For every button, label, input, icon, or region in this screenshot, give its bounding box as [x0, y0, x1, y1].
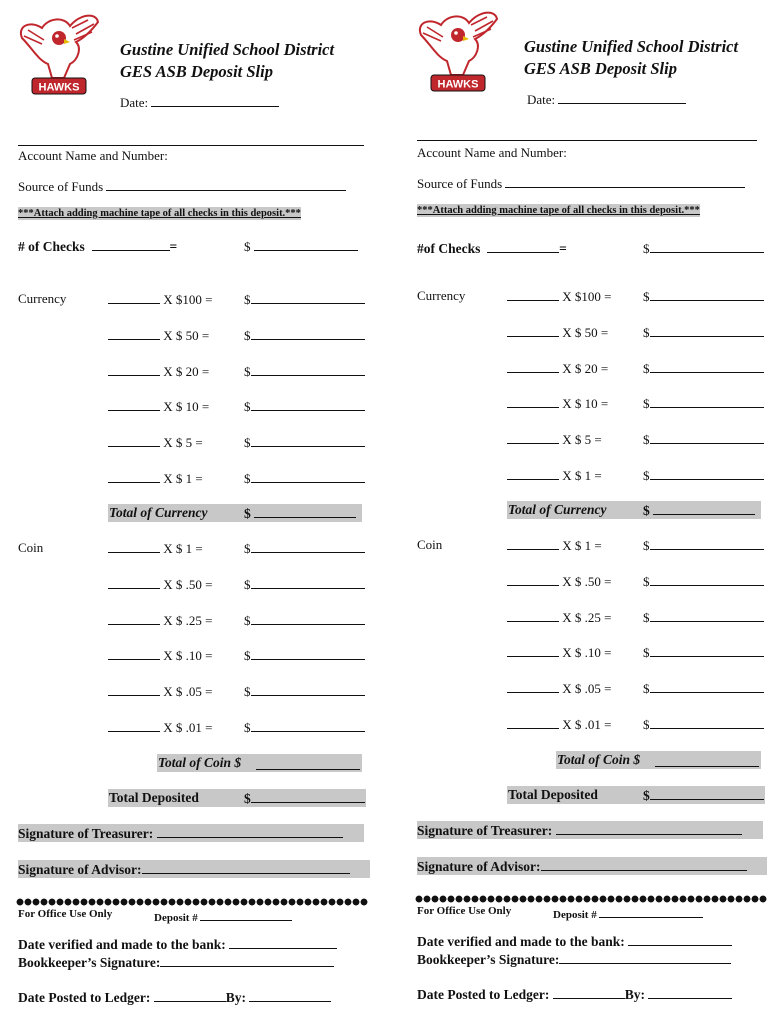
currency-denomination: X $ 5 = — [562, 432, 602, 448]
checks-amount[interactable]: $ — [244, 238, 358, 255]
currency-amount-field[interactable]: $ — [643, 431, 764, 448]
currency-count-field[interactable] — [507, 467, 602, 484]
coin-count-field[interactable] — [108, 576, 212, 593]
currency-amount-field[interactable]: $ — [244, 291, 365, 308]
currency-denomination: X $ 1 = — [163, 471, 203, 486]
source-label: Source of Funds — [417, 176, 503, 191]
currency-amount-field[interactable]: $ — [244, 470, 365, 487]
treasurer-label: Signature of Treasurer: — [417, 823, 553, 838]
coin-denomination: X $ .01 = — [562, 717, 612, 732]
coin-count-field[interactable] — [507, 537, 602, 554]
coin-denomination: X $ 1 = — [163, 541, 203, 556]
bookkeeper-signature-field[interactable] — [417, 951, 731, 968]
dotted-separator — [415, 895, 767, 903]
checks-label: # of Checks — [18, 239, 85, 254]
currency-denomination: X $ 50 = — [562, 324, 609, 340]
source-of-funds-field[interactable] — [18, 178, 346, 195]
currency-label: Currency — [417, 288, 466, 303]
date-posted-field[interactable]: Date Posted to Ledger: By: — [417, 986, 732, 1003]
coin-amount-field[interactable]: $ — [643, 644, 764, 661]
currency-amount-field[interactable]: $ — [643, 395, 764, 412]
checks-label: #of Checks — [417, 241, 481, 256]
date-posted-field[interactable]: Date Posted to Ledger: By: — [18, 989, 331, 1006]
date-verified-field[interactable] — [18, 936, 337, 953]
date-verified-label: Date verified and made to the bank: — [18, 937, 226, 952]
currency-amount-field[interactable]: $ — [643, 467, 764, 484]
date-posted-label: Date Posted to Ledger: — [417, 987, 550, 1002]
coin-denomination: X $ .50 = — [163, 576, 213, 592]
currency-denomination: X $ 1 = — [562, 468, 602, 483]
logo-text: HAWKS — [437, 78, 479, 91]
treasurer-label: Signature of Treasurer: — [18, 826, 154, 841]
advisor-label: Signature of Advisor: — [417, 859, 541, 874]
coin-count-field[interactable] — [507, 716, 611, 733]
total-deposited-amount[interactable]: $ — [244, 790, 365, 807]
coin-amount-field[interactable]: $ — [244, 612, 365, 629]
deposit-slip-left — [12, 0, 382, 1024]
currency-count-field[interactable] — [507, 431, 602, 448]
currency-denomination: X $ 10 = — [562, 396, 609, 412]
currency-count-field[interactable] — [108, 434, 203, 451]
total-deposited-label: Total Deposited — [508, 787, 598, 802]
bookkeeper-signature-field[interactable] — [18, 954, 334, 971]
currency-count-field[interactable] — [507, 360, 608, 377]
dotted-separator — [16, 898, 368, 906]
coin-count-field[interactable] — [507, 680, 611, 697]
date-label: Date: — [120, 95, 149, 110]
currency-denomination: X $ 10 = — [163, 399, 210, 415]
date-verified-label: Date verified and made to the bank: — [417, 934, 625, 949]
currency-count-field[interactable] — [108, 398, 209, 415]
date-label: Date: — [527, 92, 556, 107]
hawks-logo-icon — [411, 5, 503, 97]
currency-denomination: X $ 5 = — [163, 435, 203, 451]
currency-denomination: X $ 50 = — [163, 327, 210, 343]
account-label: Account Name and Number: — [18, 148, 168, 163]
currency-count-field[interactable] — [507, 288, 611, 305]
coin-amount-field[interactable]: $ — [643, 537, 764, 554]
checks-field[interactable]: # of Checks = — [18, 239, 178, 254]
coin-denomination: X $ .25 = — [163, 612, 213, 628]
currency-denomination: X $ 20 = — [562, 360, 609, 376]
coin-count-field[interactable] — [108, 647, 212, 664]
total-currency-label: Total of Currency — [508, 502, 607, 517]
coin-denomination: X $ .05 = — [163, 684, 213, 700]
date-verified-field[interactable] — [417, 933, 732, 950]
currency-count-field[interactable] — [108, 291, 212, 308]
coin-denomination: X $ .05 = — [562, 681, 612, 697]
coin-denomination: X $ .01 = — [163, 720, 213, 735]
bookkeeper-label: Bookkeeper’s Signature: — [18, 955, 161, 970]
total-deposited-label: Total Deposited — [109, 790, 199, 805]
coin-amount-field[interactable]: $ — [643, 573, 764, 590]
coin-count-field[interactable] — [507, 573, 611, 590]
coin-label: Coin — [417, 537, 443, 552]
hawks-logo-icon — [12, 8, 104, 100]
currency-label: Currency — [18, 291, 67, 306]
currency-amount-field[interactable]: $ — [244, 434, 365, 451]
coin-amount-field[interactable]: $ — [244, 540, 365, 557]
total-currency-label: Total of Currency — [109, 505, 208, 520]
currency-amount-field[interactable]: $ — [244, 327, 365, 344]
coin-count-field[interactable] — [507, 644, 611, 661]
currency-count-field[interactable] — [108, 327, 209, 344]
form-title: GES ASB Deposit Slip — [524, 59, 677, 78]
currency-count-field[interactable] — [507, 395, 608, 412]
currency-count-field[interactable] — [108, 363, 209, 380]
currency-amount-field[interactable]: $ — [643, 288, 764, 305]
coin-amount-field[interactable]: $ — [244, 683, 365, 700]
source-of-funds-field[interactable] — [417, 175, 745, 192]
coin-amount-field[interactable]: $ — [244, 719, 365, 736]
coin-amount-field[interactable]: $ — [643, 680, 764, 697]
coin-count-field[interactable] — [507, 609, 611, 626]
coin-count-field[interactable] — [108, 540, 203, 557]
currency-amount-field[interactable]: $ — [244, 363, 365, 380]
date-posted-label: Date Posted to Ledger: — [18, 990, 151, 1005]
form-title: GES ASB Deposit Slip — [120, 62, 273, 81]
coin-denomination: X $ 1 = — [562, 538, 602, 553]
district-name: Gustine Unified School District — [120, 40, 335, 59]
total-currency-amount[interactable]: $ — [244, 505, 356, 522]
currency-denomination: X $100 = — [163, 292, 213, 307]
advisor-signature-field[interactable] — [417, 858, 747, 875]
currency-amount-field[interactable]: $ — [643, 324, 764, 341]
checks-field[interactable]: #of Checks = — [417, 241, 567, 256]
attach-note: ***Attach adding machine tape of all checks in this deposit.*** — [18, 208, 301, 219]
district-name: Gustine Unified School District — [524, 37, 739, 56]
total-coin-label: Total of Coin $ — [557, 752, 641, 767]
coin-amount-field[interactable]: $ — [244, 647, 365, 664]
deposit-number-field[interactable]: Deposit # — [553, 905, 703, 921]
date-field[interactable] — [120, 94, 279, 111]
coin-denomination: X $ .50 = — [562, 573, 612, 589]
currency-denomination: X $100 = — [562, 289, 612, 304]
coin-count-field[interactable] — [108, 719, 212, 736]
treasurer-signature-field[interactable] — [417, 822, 742, 839]
advisor-label: Signature of Advisor: — [18, 862, 142, 877]
office-use-label: For Office Use Only — [417, 905, 512, 917]
treasurer-signature-field[interactable] — [18, 825, 343, 842]
date-field[interactable] — [527, 91, 686, 108]
deposit-number-field[interactable]: Deposit # — [154, 908, 292, 924]
deposit-slip-right — [411, 0, 770, 1021]
currency-count-field[interactable] — [507, 324, 608, 341]
coin-denomination: X $ .10 = — [562, 645, 612, 661]
attach-note: ***Attach adding machine tape of all checks in this deposit.*** — [417, 205, 700, 216]
coin-count-field[interactable] — [108, 612, 212, 629]
logo-text: HAWKS — [38, 81, 80, 94]
coin-amount-field[interactable]: $ — [643, 609, 764, 626]
coin-amount-field[interactable]: $ — [643, 716, 764, 733]
total-currency-amount[interactable]: $ — [643, 502, 755, 519]
total-deposited-amount[interactable]: $ — [643, 787, 764, 804]
currency-amount-field[interactable]: $ — [643, 360, 764, 377]
coin-denomination: X $ .10 = — [163, 648, 213, 664]
bookkeeper-label: Bookkeeper’s Signature: — [417, 952, 560, 967]
coin-count-field[interactable] — [108, 683, 212, 700]
currency-amount-field[interactable]: $ — [244, 398, 365, 415]
total-coin-label: Total of Coin $ — [158, 755, 242, 770]
account-label: Account Name and Number: — [417, 145, 567, 160]
checks-amount[interactable]: $ — [643, 240, 764, 257]
advisor-signature-field[interactable] — [18, 861, 350, 878]
coin-denomination: X $ .25 = — [562, 609, 612, 625]
office-use-label: For Office Use Only — [18, 908, 113, 920]
source-label: Source of Funds — [18, 179, 104, 194]
coin-amount-field[interactable]: $ — [244, 576, 365, 593]
coin-label: Coin — [18, 540, 44, 555]
currency-count-field[interactable] — [108, 470, 203, 487]
currency-denomination: X $ 20 = — [163, 363, 210, 379]
